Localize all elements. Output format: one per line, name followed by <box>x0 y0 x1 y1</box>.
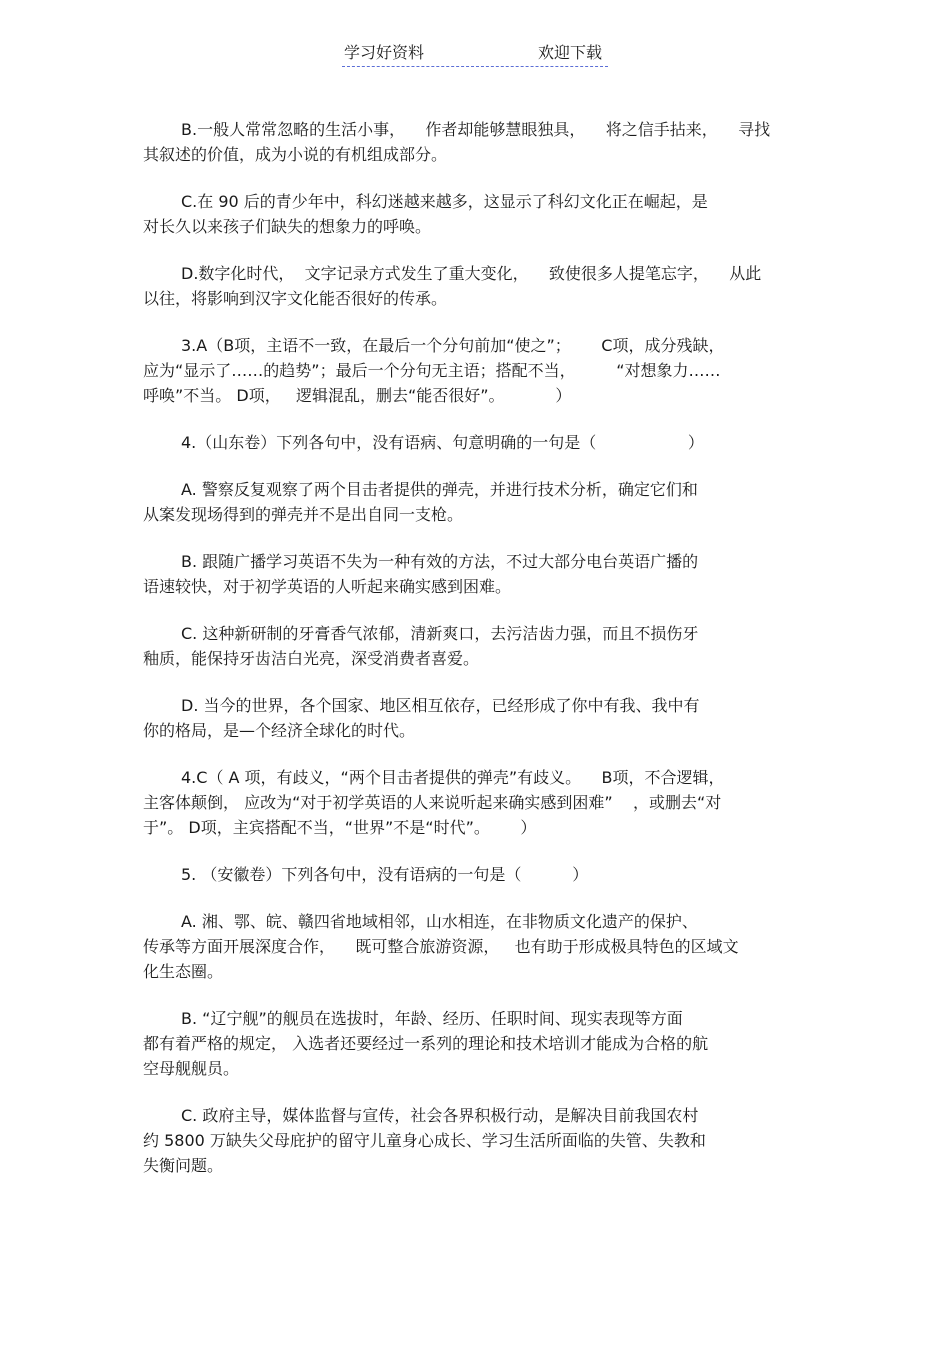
paragraph-line: B.一般人常常忽略的生活小事， 作者却能够慧眼独具， 将之信手拈来， 寻找 <box>181 120 771 139</box>
paragraph-line: 语速较快，对于初学英语的人听起来确实感到困难。 <box>143 577 512 596</box>
header-left-text: 学习好资料 <box>344 43 425 62</box>
paragraph <box>143 909 810 984</box>
paragraph-line: 都有着严格的规定， 入选者还要经过一系列的理论和技术培训才能成为合格的航 <box>143 1034 709 1053</box>
paragraph <box>143 333 810 408</box>
paragraph <box>143 549 810 599</box>
paragraph-line: 你的格局，是—个经济全球化的时代。 <box>143 721 416 740</box>
header-right-text: 欢迎下载 <box>537 43 602 62</box>
paragraph-line: 4.C（ A 项，有歧义，“两个目击者提供的弹壳”有歧义。 B项，不合逻辑， <box>181 768 725 787</box>
paragraph-line: 应为“显示了……的趋势”；最后一个分句无主语；搭配不当， “对想象力…… <box>143 361 721 380</box>
paragraph-line: 5. （安徽卷）下列各句中，没有语病的一句是（ ） <box>181 865 589 884</box>
paragraph <box>143 862 810 887</box>
paragraph-line: 主客体颠倒， 应改为“对于初学英语的人来说听起来确实感到困难” ，或删去“对 <box>143 793 722 812</box>
paragraph-line: D. 当今的世界，各个国家、地区相互依存，已经形成了你中有我、我中有 <box>181 696 700 715</box>
paragraph-line: 4.（山东卷）下列各句中，没有语病、句意明确的一句是（ ） <box>181 433 704 452</box>
paragraph <box>143 1006 810 1081</box>
paragraph-line: C.在 90 后的青少年中，科幻迷越来越多，这显示了科幻文化正在崛起，是 <box>181 192 708 211</box>
paragraph-line: 约 5800 万缺失父母庇护的留守儿童身心成长、学习生活所面临的失管、失教和 <box>143 1131 706 1150</box>
paragraph-line: 化生态圈。 <box>143 962 224 981</box>
paragraph <box>143 693 810 743</box>
paragraph <box>143 261 810 311</box>
document-body <box>143 117 810 1200</box>
paragraph <box>143 1103 810 1178</box>
paragraph-line: 空母舰舰员。 <box>143 1059 240 1078</box>
paragraph-line: A. 警察反复观察了两个目击者提供的弹壳，并进行技术分析，确定它们和 <box>181 480 698 499</box>
paragraph-line: 于”。 D项，主宾搭配不当，“世界”不是“时代”。 ） <box>143 818 537 837</box>
paragraph-line: 失衡问题。 <box>143 1156 224 1175</box>
paragraph-line: 对长久以来孩子们缺失的想象力的呼唤。 <box>143 217 432 236</box>
paragraph <box>143 117 810 167</box>
paragraph <box>143 189 810 239</box>
paragraph-line: A. 湘、鄂、皖、赣四省地域相邻，山水相连，在非物质文化遗产的保护、 <box>181 912 698 931</box>
paragraph-line: C. 这种新研制的牙膏香气浓郁，清新爽口，去污洁齿力强，而且不损伤牙 <box>181 624 699 643</box>
paragraph-line: D.数字化时代， 文字记录方式发生了重大变化， 致使很多人提笔忘字， 从此 <box>181 264 762 283</box>
paragraph <box>143 765 810 840</box>
paragraph <box>143 430 810 455</box>
page-header <box>342 40 608 67</box>
paragraph-line: 从案发现场得到的弹壳并不是出自同一支枪。 <box>143 505 464 524</box>
paragraph-line: 3.A（B项，主语不一致，在最后一个分句前加“使之”； C项，成分残缺， <box>181 336 725 355</box>
paragraph <box>143 621 810 671</box>
paragraph-line: B. “辽宁舰”的舰员在选拔时，年龄、经历、任职时间、现实表现等方面 <box>181 1009 683 1028</box>
paragraph-line: 以往，将影响到汉字文化能否很好的传承。 <box>143 289 448 308</box>
paragraph <box>143 477 810 527</box>
paragraph-line: B. 跟随广播学习英语不失为一种有效的方法，不过大部分电台英语广播的 <box>181 552 699 571</box>
paragraph-line: 呼唤”不当。 D项， 逻辑混乱，删去“能否很好”。 ） <box>143 386 572 405</box>
paragraph-line: 传承等方面开展深度合作， 既可整合旅游资源， 也有助于形成极具特色的区域文 <box>143 937 739 956</box>
paragraph-line: 其叙述的价值，成为小说的有机组成部分。 <box>143 145 448 164</box>
paragraph-line: 釉质，能保持牙齿洁白光亮，深受消费者喜爱。 <box>143 649 480 668</box>
paragraph-line: C. 政府主导，媒体监督与宣传，社会各界积极行动，是解决目前我国农村 <box>181 1106 699 1125</box>
